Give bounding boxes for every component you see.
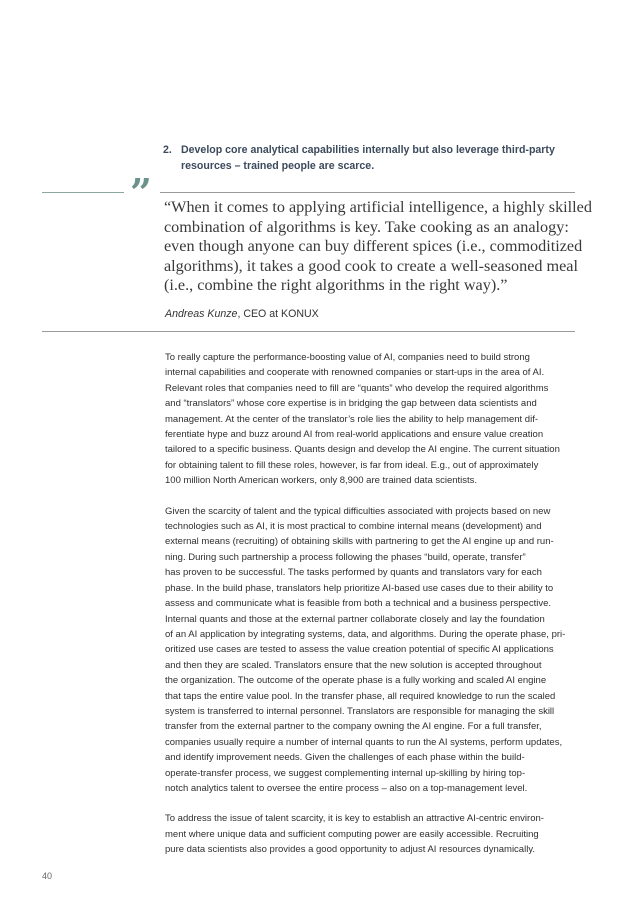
body-line: Given the scarcity of talent and the typical difficulties associated with projects based on new [165,505,551,517]
body-line: oritized use cases are tested to assess the value creation potential of specific AI applications [165,644,554,656]
section-heading [165,142,585,174]
body-line: and identify improvement needs. Given the challenges of each phase within the build- [165,752,525,764]
body-text [165,350,585,873]
body-line: technologies such as AI, it is most practical to combine internal means (development) and [165,521,542,533]
body-line: management. At the center of the translator’s role lies the ability to help management dif- [165,413,538,425]
body-paragraph-2 [165,504,585,797]
body-line: assess and communicate what is feasible from both a technical and a business perspective. [165,598,552,610]
quotation-mark-icon: ” [130,170,152,215]
section-heading-text [165,142,585,174]
quote-rule-left [42,192,124,193]
body-line: pure data scientists also provides a good opportunity to adjust AI resources dynamically. [165,844,535,856]
body-line: that taps the entire value pool. In the transfer phase, all required knowledge to run the scaled [165,690,556,702]
body-paragraph-1 [165,350,585,489]
quote-rule-top [160,192,575,193]
pull-quote [164,198,592,296]
body-line: To address the issue of talent scarcity, it is key to establish an attractive AI-centric environ- [165,813,544,825]
body-line: To really capture the performance-boosting value of AI, companies need to build strong [165,352,530,363]
body-line: and “translators” whose core expertise is in bridging the gap between data scientists and [165,398,537,410]
body-line: of an AI application by integrating systems, data, and algorithms. During the operate phase, pri- [165,628,566,640]
body-line: tailored to a specific business. Quants design and develop the AI engine. The current situation [165,444,560,456]
body-line: notch analytics talent to oversee the entire process – also on a top-management level. [165,782,528,794]
page-number: 40 [42,871,53,881]
body-line: ferentiate hype and buzz around AI from real-world applications and ensure value creation [165,429,544,441]
body-line: Relevant roles that companies need to fill are “quants” who develop the required algorithms [165,382,549,394]
pull-quote-line: (i.e., combine the right algorithms in the right way).” [164,276,508,295]
pull-quote-line: combination of algorithms is key. Take cooking as an analogy: [164,217,569,236]
body-line: external means (recruiting) of obtaining skills with partnering to get the AI engine up and run- [165,536,554,548]
quote-author-role: , CEO at KONUX [237,308,319,320]
quote-author: Andreas Kunze [165,308,238,320]
quote-attribution [165,307,319,321]
body-line: ment where unique data and sufficient computing power are easily accessible. Recruiting [165,828,539,840]
body-line: Internal quants and those at the external partner collaborate closely and lay the foundation [165,613,545,625]
body-line: ning. During such partnership a process following the phases “build, operate, transfer” [165,551,526,563]
body-line: operate-transfer process, we suggest complementing internal up-skilling by hiring top- [165,767,526,779]
quote-rule-bottom [42,331,575,332]
body-line: and then they are scaled. Translators ensure that the new solution is accepted throughout [165,659,542,671]
body-line: for obtaining talent to fill these roles, however, is far from ideal. E.g., out of approximately [165,459,539,471]
body-line: the organization. The outcome of the operate phase is a fully working and scaled AI engine [165,675,547,687]
pull-quote-line: even though anyone can buy different spices (i.e., commoditized [164,237,583,256]
pull-quote-line: algorithms), it takes a good cook to create a well-seasoned meal [164,256,578,275]
body-line: phase. In the build phase, translators help prioritize AI-based use cases due to their ability to [165,582,554,594]
body-line: 100 million North American workers, only 8,900 are trained data scientists. [165,475,478,487]
section-heading-line: Develop core analytical capabilities internally but also leverage third-party [181,144,555,156]
section-heading-line: resources – trained people are scarce. [181,160,375,172]
body-line: has proven to be successful. The tasks performed by quants and translators vary for each [165,567,542,579]
section-number: 2. [163,144,172,156]
body-paragraph-3 [165,811,585,857]
body-line: companies usually require a number of internal quants to run the AI systems, perform updates, [165,736,563,748]
body-line: transfer from the external partner to the company owning the AI engine. For a full transfer, [165,721,542,733]
pull-quote-line: “When it comes to applying artificial intelligence, a highly skilled [164,198,592,216]
body-line: internal capabilities and cooperate with renowned companies or start-ups in the area of AI. [165,367,545,379]
body-line: system is transferred to internal personnel. Translators are responsible for managing the skill [165,705,555,717]
